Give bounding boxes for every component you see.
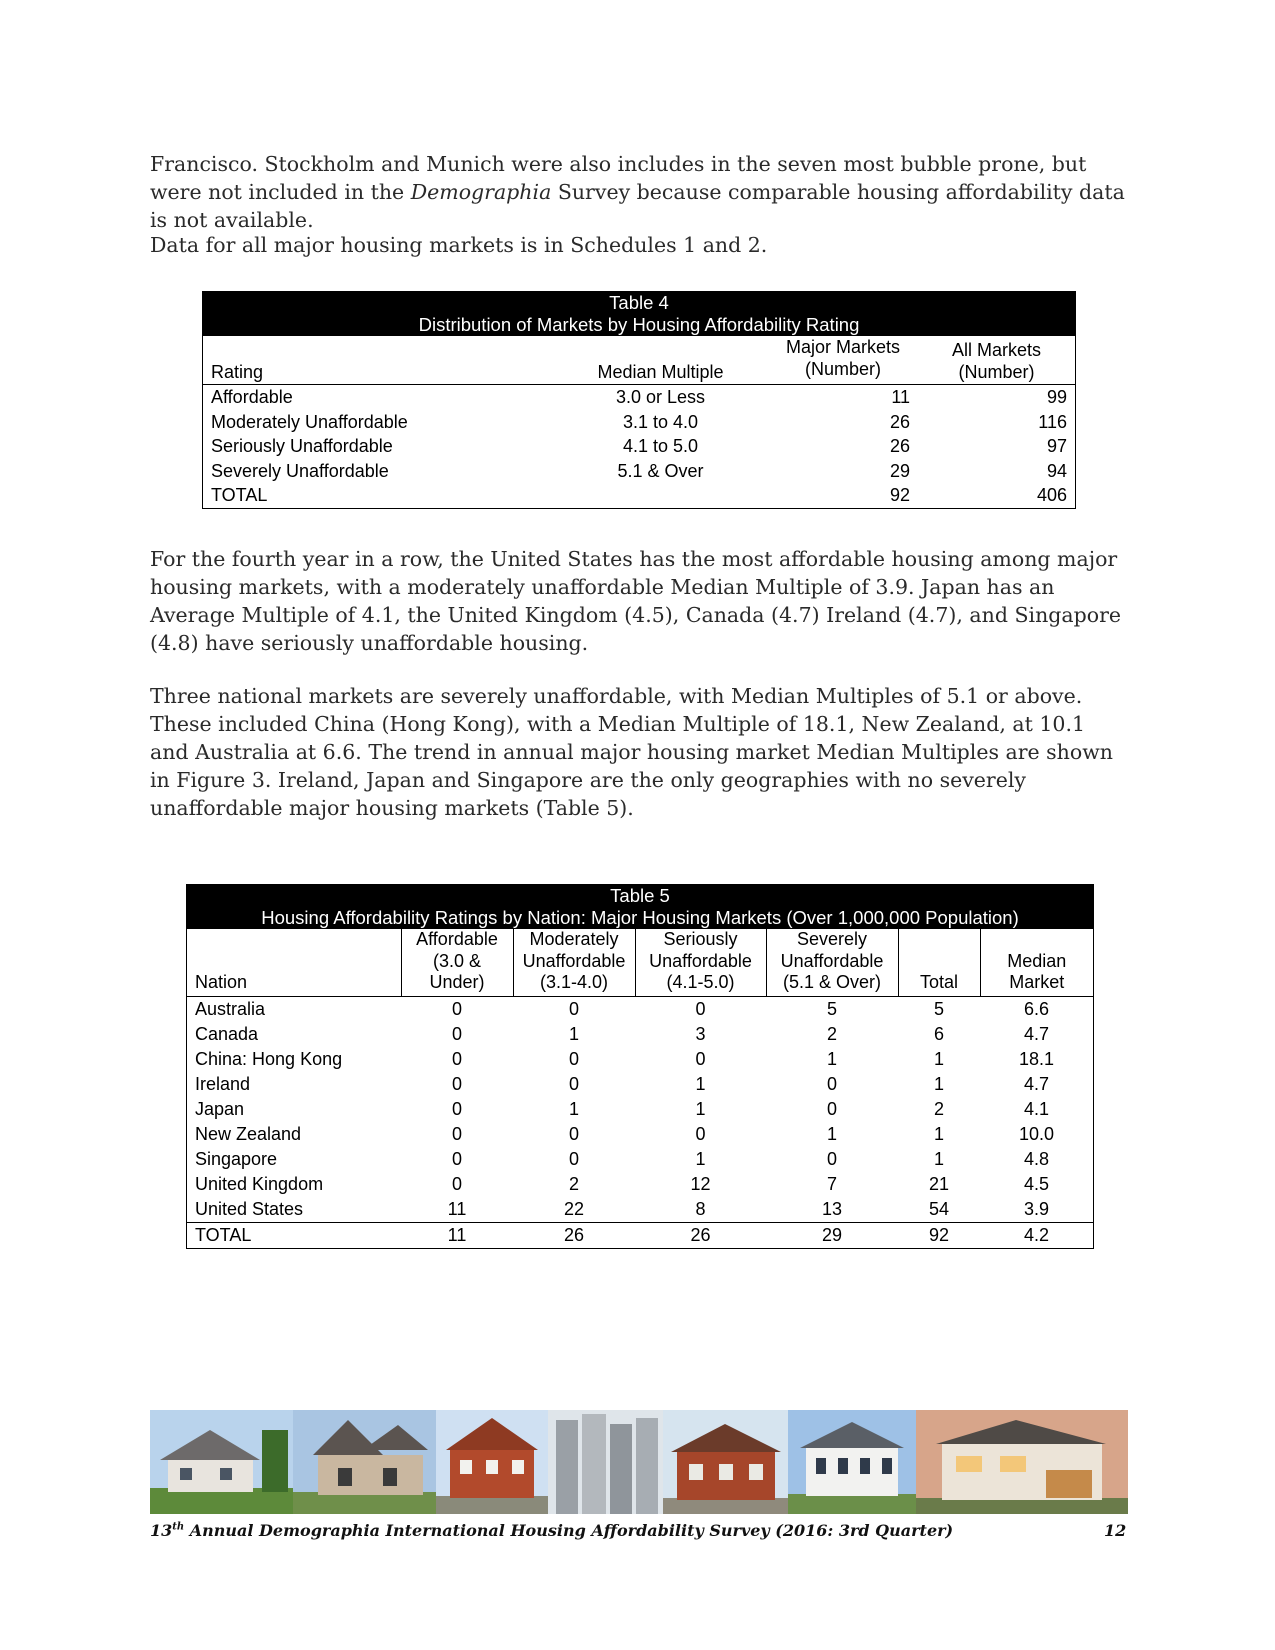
cell-total: 1 <box>933 1148 944 1169</box>
house-photo-1 <box>150 1410 293 1514</box>
cell-median: 4.7 <box>1023 1023 1050 1044</box>
table-5-total-row: TOTAL 11 26 26 29 92 4.2 <box>187 1222 1093 1248</box>
paragraph-3: For the fourth year in a row, the United States has the most affordable housing among major housing markets, with a moderately unaffordable Median Multiple of 3.9. Japan has an Average Multiple of 4.1, the United Kingdom (4.5), Canada (4.7) Ireland (4.7), and Singapore (4.8) have seriously unaffordable housing. <box>150 547 1122 655</box>
cell-ser: 12 <box>690 1173 711 1194</box>
cell-ser: 8 <box>695 1198 706 1219</box>
cell-total: 5 <box>933 998 944 1019</box>
table-4-caption <box>203 292 1075 336</box>
cell-nation: Canada <box>195 1023 259 1044</box>
cell-nation: China: Hong Kong <box>195 1048 343 1069</box>
cell-median: 4.5 <box>1023 1173 1050 1194</box>
cell-rating: Seriously Unaffordable <box>211 436 393 456</box>
cell-mod: 0 <box>568 1123 579 1144</box>
cell-ser: 1 <box>695 1073 706 1094</box>
header-median-market: Median Market <box>980 929 1093 996</box>
cell-total: 1 <box>933 1073 944 1094</box>
cell-ser: 0 <box>695 1123 706 1144</box>
cell-major: 92 <box>889 485 910 505</box>
header-seriously-unaffordable: Seriously Unaffordable (4.1-5.0) <box>635 929 766 996</box>
cell-median <box>553 483 768 508</box>
header-all-markets: All Markets (Number) <box>951 340 1041 382</box>
cell-median: 3.0 or Less <box>615 387 706 407</box>
cell-aff: 11 <box>447 1198 467 1219</box>
cell-aff: 0 <box>451 1073 462 1094</box>
cell-major: 11 <box>891 387 910 407</box>
cell-median: 3.9 <box>1023 1198 1050 1219</box>
table-row <box>187 1097 1093 1122</box>
table-4-header-row <box>203 336 1075 385</box>
house-photo-5 <box>663 1410 788 1514</box>
table-5-header-row <box>187 929 1093 996</box>
cell-median: 4.7 <box>1023 1073 1050 1094</box>
cell-ser: 1 <box>695 1148 706 1169</box>
cell-nation: Singapore <box>195 1148 278 1169</box>
cell-median: 5.1 & Over <box>617 460 704 481</box>
cell-mod: 0 <box>568 1073 579 1094</box>
table-row <box>187 1072 1093 1097</box>
cell-mod: 1 <box>568 1023 579 1044</box>
cell-median: 4.8 <box>1023 1148 1050 1169</box>
cell-nation: New Zealand <box>195 1123 302 1144</box>
cell-rating: TOTAL <box>211 485 268 505</box>
table-5 <box>186 884 1094 1249</box>
cell-sev: 0 <box>826 1098 837 1119</box>
cell-median: 10.0 <box>1018 1123 1055 1144</box>
table-row <box>187 1122 1093 1147</box>
table-row <box>187 996 1093 1022</box>
table-row <box>203 385 1075 410</box>
cell-mod: 0 <box>568 1148 579 1169</box>
table-row <box>187 1047 1093 1072</box>
cell-nation: Ireland <box>195 1073 251 1094</box>
table-4-subtitle: Distribution of Markets by Housing Affordability Rating <box>418 314 860 335</box>
cell-nation: Japan <box>195 1098 245 1119</box>
cell-aff: 0 <box>451 1173 462 1194</box>
cell-major: 26 <box>889 436 910 456</box>
cell-all: 99 <box>1046 387 1067 407</box>
header-moderately-unaffordable: Moderately Unaffordable (3.1-4.0) <box>513 929 635 996</box>
table-4 <box>202 291 1076 509</box>
cell-all: 406 <box>1036 485 1067 505</box>
cell-all: 94 <box>1046 460 1067 481</box>
header-total: Total <box>898 929 980 996</box>
cell-mod: 1 <box>568 1098 579 1119</box>
cell-aff: 0 <box>451 1048 462 1069</box>
table-5-subtitle: Housing Affordability Ratings by Nation: Major Housing Markets (Over 1,000,000 Population) <box>261 907 1019 928</box>
cell-sev: 1 <box>826 1048 837 1069</box>
header-major-markets: Major Markets (Number) <box>785 337 901 379</box>
cell-total: 54 <box>928 1198 950 1219</box>
paragraph-1: Francisco. Stockholm and Munich were also includes in the seven most bubble prone, but were not included in the Demographia Survey because comparable housing affordability data is not available. <box>150 152 1125 232</box>
table-5-title: Table 5 <box>610 885 670 906</box>
cell-total: 1 <box>933 1123 944 1144</box>
cell-aff: 0 <box>451 1123 462 1144</box>
cell-ser: 1 <box>695 1098 706 1119</box>
house-photo-7 <box>916 1410 1128 1514</box>
page-number: 12 <box>1104 1521 1127 1540</box>
cell-total: 21 <box>928 1173 950 1194</box>
paragraph-2: Data for all major housing markets is in Schedules 1 and 2. <box>150 233 768 257</box>
demographia-italic: Demographia <box>410 180 552 204</box>
cell-total: 1 <box>933 1048 944 1069</box>
cell-nation: Australia <box>195 998 266 1019</box>
cell-sev: 1 <box>826 1123 837 1144</box>
table-row <box>187 1172 1093 1197</box>
table-row <box>203 434 1075 459</box>
cell-aff: 0 <box>451 1098 462 1119</box>
table-5-caption <box>187 885 1093 929</box>
cell-median: 3.1 to 4.0 <box>622 411 699 432</box>
cell-sev: 7 <box>826 1173 837 1194</box>
cell-rating: Severely Unaffordable <box>211 460 389 481</box>
cell-nation: United Kingdom <box>195 1173 324 1194</box>
cell-total: 2 <box>933 1098 944 1119</box>
cell-mod: 0 <box>568 1048 579 1069</box>
house-photo-strip <box>150 1410 1128 1514</box>
cell-median: 6.6 <box>1023 998 1050 1019</box>
cell-median: 18.1 <box>1018 1048 1055 1069</box>
footer-survey-title: 13th Annual Demographia International Housing Affordability Survey (2016: 3rd Quarter) <box>150 1521 954 1540</box>
header-severely-unaffordable: Severely Unaffordable (5.1 & Over) <box>766 929 898 996</box>
cell-aff: 0 <box>451 998 462 1019</box>
cell-all: 97 <box>1046 436 1067 456</box>
table-row <box>187 1197 1093 1223</box>
cell-rating: Affordable <box>211 387 293 407</box>
cell-nation: United States <box>195 1198 304 1219</box>
cell-sev: 5 <box>826 998 837 1019</box>
cell-major: 29 <box>889 460 910 481</box>
header-affordable: Affordable (3.0 & Under) <box>401 929 513 996</box>
header-median-multiple: Median Multiple <box>597 362 724 382</box>
cell-mod: 22 <box>563 1198 585 1219</box>
cell-ser: 0 <box>695 1048 706 1069</box>
cell-sev: 13 <box>821 1198 843 1219</box>
paragraph-4: Three national markets are severely unaffordable, with Median Multiples of 5.1 or above. These included China (Hong Kong), with a Median Multiple of 18.1, New Zealand, at 10.1 and Australia at 6.6. The trend in annual major housing market Median Multiples are shown in Figure 3. Ireland, Japan and Singapore are the only geographies with no severely unaffordable major housing markets (Table 5). <box>150 684 1113 820</box>
cell-median: 4.1 <box>1023 1098 1050 1119</box>
cell-rating: Moderately Unaffordable <box>211 411 408 432</box>
house-photo-6 <box>788 1410 916 1514</box>
cell-ser: 3 <box>695 1023 706 1044</box>
table-row <box>203 483 1075 508</box>
house-photo-3 <box>436 1410 548 1514</box>
cell-sev: 2 <box>826 1023 837 1044</box>
cell-sev: 0 <box>826 1148 837 1169</box>
header-nation: Nation <box>195 972 248 992</box>
table-row <box>187 1022 1093 1047</box>
table-row <box>203 410 1075 435</box>
cell-median: 4.1 to 5.0 <box>622 436 699 456</box>
cell-sev: 0 <box>826 1073 837 1094</box>
cell-ser: 0 <box>695 998 706 1019</box>
house-photo-2 <box>293 1410 436 1514</box>
table-row <box>187 1147 1093 1172</box>
cell-mod: 0 <box>568 998 579 1019</box>
table-row <box>203 459 1075 484</box>
table-4-title: Table 4 <box>609 292 669 313</box>
cell-aff: 0 <box>451 1023 462 1044</box>
header-rating: Rating <box>211 362 264 382</box>
house-photo-4 <box>548 1410 663 1514</box>
cell-aff: 0 <box>451 1148 462 1169</box>
cell-all: 116 <box>1038 411 1067 432</box>
cell-mod: 2 <box>568 1173 579 1194</box>
cell-total: 6 <box>933 1023 944 1044</box>
cell-major: 26 <box>889 411 910 432</box>
